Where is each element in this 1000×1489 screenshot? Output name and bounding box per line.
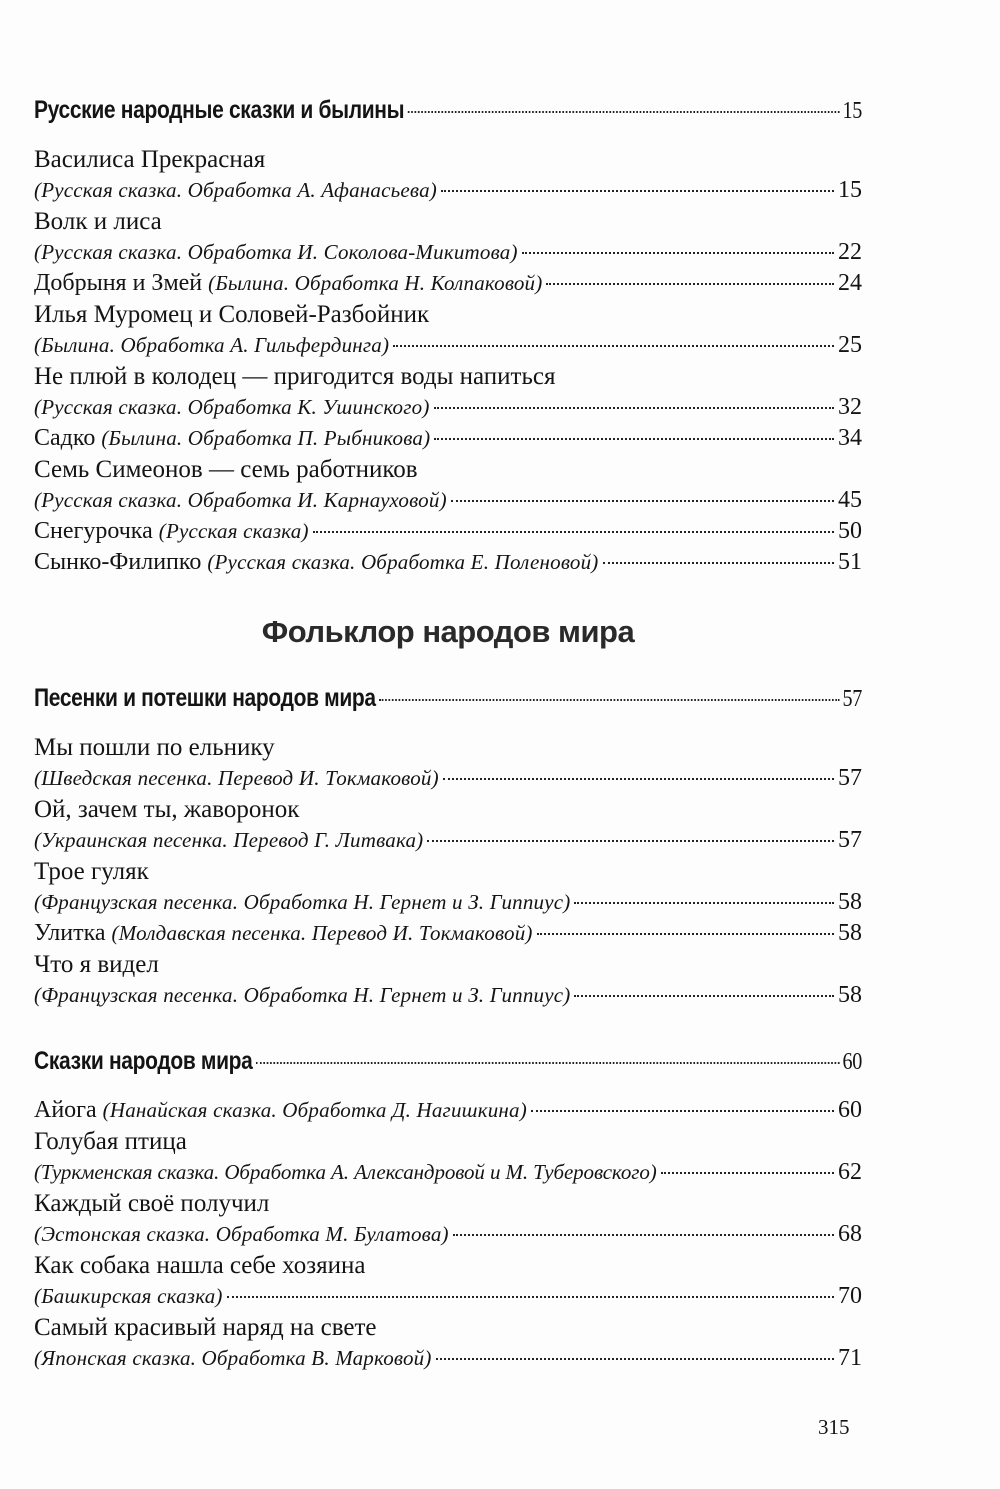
toc-entry[interactable]: [34, 208, 862, 270]
page-number: 34: [838, 425, 862, 451]
entry-note: (Русская сказка. Обработка Е. Поленовой): [207, 550, 599, 574]
leader-dots: [393, 345, 834, 347]
section-title: Русские народные сказки и былины: [34, 96, 405, 124]
toc-entry[interactable]: [34, 270, 862, 301]
entry-title: Сынко-Филипко: [34, 549, 202, 575]
entry-title: Каждый своё получил: [34, 1190, 270, 1217]
entry-title: Как собака нашла себе хозяина: [34, 1252, 366, 1279]
entry-title: Ой, зачем ты, жаворонок: [34, 796, 300, 823]
page-number: 32: [838, 394, 862, 420]
entry-title: Голубая птица: [34, 1128, 187, 1155]
entry-title: Добрыня и Змей: [34, 270, 203, 296]
entry-title: Снегурочка: [34, 518, 153, 544]
entry-note: (Русская сказка): [158, 519, 309, 543]
entry-title: Улитка: [34, 920, 106, 946]
leader-dots: [537, 933, 834, 935]
page-number: 58: [838, 889, 862, 915]
entry-note: (Шведская песенка. Перевод И. Токмаковой): [34, 766, 439, 790]
page-number: 25: [838, 332, 862, 358]
toc-entry[interactable]: [34, 920, 862, 951]
page-number: 57: [838, 765, 862, 791]
leader-dots: [434, 407, 834, 409]
entry-note: (Молдавская песенка. Перевод И. Токмаковой): [111, 921, 533, 945]
entry-note: (Русская сказка. Обработка И. Карнауховой): [34, 488, 447, 512]
toc-entry[interactable]: [34, 146, 862, 208]
entry-note: (Былина. Обработка Н. Колпаковой): [208, 271, 543, 295]
leader-dots: [661, 1172, 834, 1174]
leader-dots: [408, 111, 840, 113]
entry-note: (Былина. Обработка П. Рыбникова): [101, 426, 431, 450]
section-heading[interactable]: [34, 96, 862, 134]
page-number: 15: [838, 177, 862, 203]
entry-note: (Французская песенка. Обработка Н. Гернет и З. Гиппиус): [34, 983, 571, 1007]
toc-entry[interactable]: [34, 734, 862, 796]
entry-note: (Эстонская сказка. Обработка М. Булатова): [34, 1222, 449, 1246]
entry-note: (Русская сказка. Обработка И. Соколова-Микитова): [34, 240, 518, 264]
page-number: 22: [838, 239, 862, 265]
toc-entry[interactable]: [34, 549, 862, 580]
leader-dots: [522, 252, 834, 254]
toc-entry[interactable]: [34, 1190, 862, 1252]
leader-dots: [531, 1110, 834, 1112]
page-number: 70: [838, 1283, 862, 1309]
leader-dots: [256, 1062, 839, 1064]
page-number: 60: [838, 1097, 862, 1123]
leader-dots: [451, 500, 834, 502]
entry-note: (Былина. Обработка А. Гильфердинга): [34, 333, 390, 357]
toc-entry[interactable]: [34, 1128, 862, 1190]
leader-dots: [453, 1234, 834, 1236]
toc-entry[interactable]: [34, 796, 862, 858]
entry-note: (Туркменская сказка. Обработка А. Александровой и М. Туберовского): [34, 1160, 657, 1184]
entry-title: Самый красивый наряд на свете: [34, 1314, 377, 1341]
section-title: Песенки и потешки народов мира: [34, 684, 376, 712]
entry-title: Айога: [34, 1097, 97, 1123]
toc-entry[interactable]: [34, 518, 862, 549]
leader-dots: [313, 531, 834, 533]
entry-note: (Нанайская сказка. Обработка Д. Нагишкина): [102, 1098, 527, 1122]
folio-page-number: 315: [818, 1415, 850, 1439]
entry-note: (Русская сказка. Обработка К. Ушинского): [34, 395, 430, 419]
page-number: 71: [838, 1345, 862, 1371]
page-number: 60: [842, 1049, 862, 1075]
toc-entry[interactable]: [34, 951, 862, 1013]
part-title: Фольклор народов мира: [261, 614, 635, 649]
page-number: 62: [838, 1159, 862, 1185]
leader-dots: [379, 699, 839, 701]
entry-title: Трое гуляк: [34, 858, 149, 885]
entry-note: (Башкирская сказка): [34, 1284, 223, 1308]
toc-entry[interactable]: [34, 456, 862, 518]
page-number: 45: [838, 487, 862, 513]
entry-title: Садко: [34, 425, 96, 451]
toc-entry[interactable]: [34, 1097, 862, 1128]
leader-dots: [434, 438, 834, 440]
toc-entry[interactable]: [34, 858, 862, 920]
entry-title: Семь Симеонов — семь работников: [34, 456, 418, 483]
section-heading[interactable]: [34, 684, 862, 722]
leader-dots: [546, 283, 834, 285]
leader-dots: [603, 562, 835, 564]
toc-entry[interactable]: [34, 425, 862, 456]
entry-note: (Французская песенка. Обработка Н. Гернет и З. Гиппиус): [34, 890, 571, 914]
section-title: Сказки народов мира: [34, 1047, 253, 1075]
entry-title: Не плюй в колодец — пригодится воды напиться: [34, 363, 556, 390]
page-number: 58: [838, 982, 862, 1008]
leader-dots: [227, 1296, 834, 1298]
page-number: 50: [838, 518, 862, 544]
toc-entry[interactable]: [34, 1252, 862, 1314]
page-number: 57: [842, 686, 862, 712]
entry-title: Мы пошли по ельнику: [34, 734, 275, 761]
table-of-contents: [34, 96, 862, 1376]
entry-note: (Украинская песенка. Перевод Г. Литвака): [34, 828, 424, 852]
entry-note: (Японская сказка. Обработка В. Марковой): [34, 1346, 432, 1370]
leader-dots: [574, 995, 834, 997]
page-number: 68: [838, 1221, 862, 1247]
leader-dots: [427, 840, 834, 842]
toc-entry[interactable]: [34, 363, 862, 425]
entry-note: (Русская сказка. Обработка А. Афанасьева): [34, 178, 437, 202]
page-number: 51: [838, 549, 862, 575]
leader-dots: [574, 902, 834, 904]
leader-dots: [443, 778, 834, 780]
page-number: 15: [842, 98, 862, 124]
toc-entry[interactable]: [34, 301, 862, 363]
page-number: 57: [838, 827, 862, 853]
page-number: 24: [838, 270, 862, 296]
toc-entry[interactable]: [34, 1314, 862, 1376]
entry-title: Волк и лиса: [34, 208, 162, 235]
entry-title: Илья Муромец и Соловей-Разбойник: [34, 301, 430, 328]
leader-dots: [436, 1358, 834, 1360]
entry-title: Василиса Прекрасная: [34, 146, 266, 173]
leader-dots: [441, 190, 834, 192]
entry-title: Что я видел: [34, 951, 159, 978]
section-heading[interactable]: [34, 1047, 862, 1085]
page-number: 58: [838, 920, 862, 946]
